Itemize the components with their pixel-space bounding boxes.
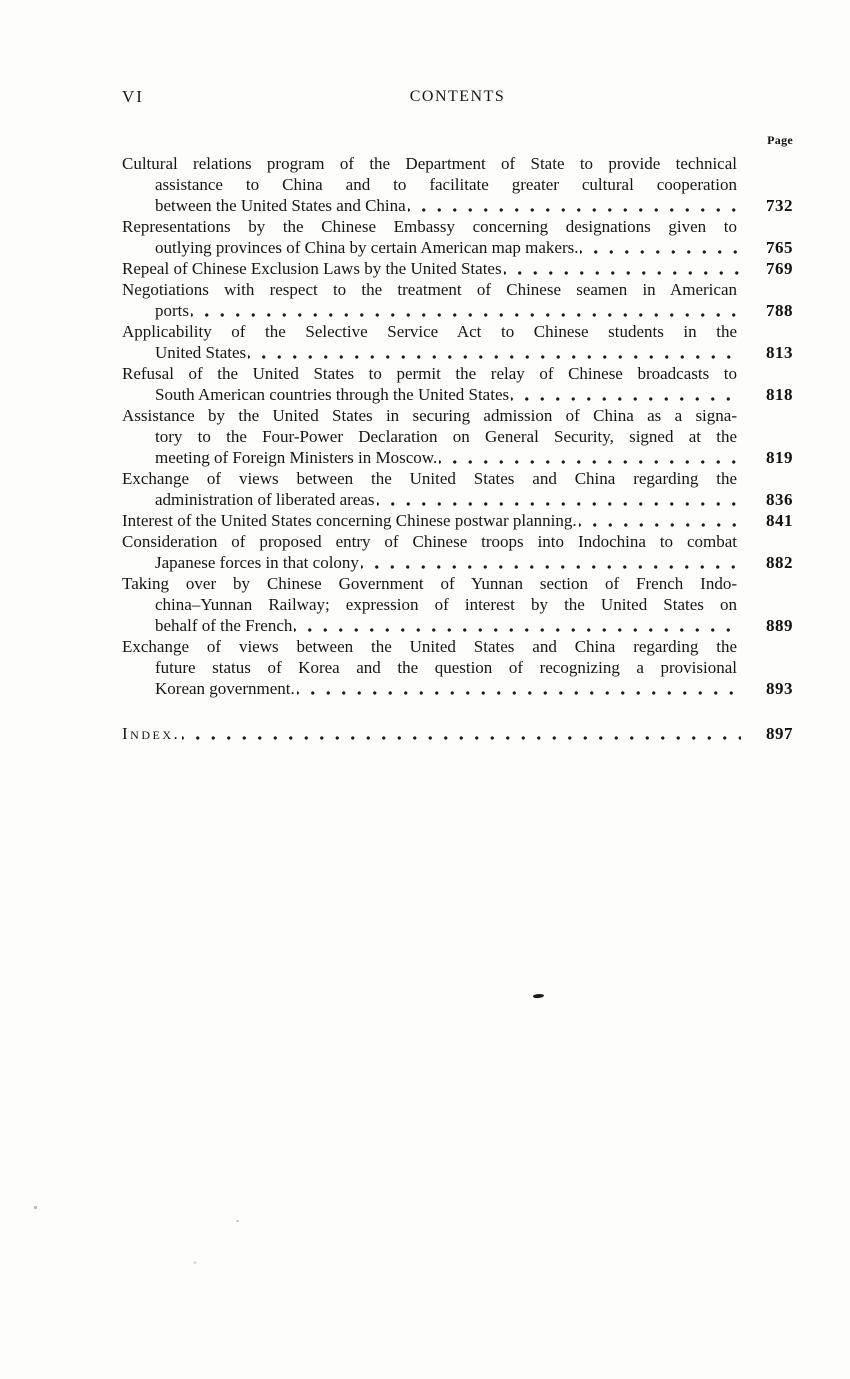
toc-entry-line: assistance to China and to facilitate greater cultural cooperation [155,175,737,194]
toc-entry-leader-line [155,615,793,636]
dot-leader [580,237,741,258]
dot-leader [579,510,741,531]
dot-leader [361,552,741,573]
dot-leader [377,489,742,510]
toc-entry-line: Negotiations with respect to the treatment of Chinese seamen in American [122,280,737,299]
toc-entry [122,321,793,363]
toc-page-number: 882 [766,553,793,572]
dot-leader [248,342,741,363]
toc-entry-line: Cultural relations program of the Department of State to provide technical [122,154,737,173]
toc-page-number: 769 [766,259,793,278]
toc-entry-leader-line [122,258,793,279]
toc-entry-line: tory to the Four-Power Declaration on General Security, signed at the [155,427,737,446]
dot-leader [182,723,741,744]
toc-page-number: 813 [766,343,793,362]
dot-leader [408,195,741,216]
toc-entry-line: Refusal of the United States to permit the relay of Chinese broadcasts to [122,364,737,383]
toc-entry-leader-line [155,384,793,405]
ink-speck [193,1261,197,1264]
text-column [122,88,793,744]
dot-leader [511,384,741,405]
toc-entry [122,363,793,405]
toc-entry-text: outlying provinces of China by certain American map makers. [155,238,579,257]
toc-entry-text: South American countries through the United States [155,385,510,404]
toc-entry-leader-line [122,510,793,531]
ink-speck [34,1206,37,1209]
ink-speck [236,1220,239,1222]
index-page-number: 897 [766,724,793,743]
ink-smudge [533,993,544,998]
toc-entry-text: Interest of the United States concerning Chinese postwar planning. [122,511,577,530]
toc-page-number: 818 [766,385,793,404]
page-folio: VI [122,87,144,106]
toc-entry-text: Korean government. [155,679,295,698]
toc-page-number: 732 [766,196,793,215]
toc-page-number: 765 [766,238,793,257]
toc-entry [122,636,793,699]
toc-entry-line: future status of Korea and the question of recognizing a provisional [155,658,737,677]
toc-page-number: 836 [766,490,793,509]
page-header [122,88,793,106]
toc-entry-line: Assistance by the United States in securing admission of China as a signa- [122,406,737,425]
toc-entry [122,279,793,321]
toc-entry-line: Applicability of the Selective Service Act to Chinese students in the [122,322,737,341]
toc-page-number: 893 [766,679,793,698]
toc-entry-line: Exchange of views between the United States and China regarding the [122,637,737,656]
dot-leader [504,258,741,279]
toc-page-number: 841 [766,511,793,530]
contents-list [122,153,793,699]
toc-entry-leader-line [155,237,793,258]
toc-entry-text: ports [155,301,189,320]
toc-entry [122,405,793,468]
toc-page-number: 819 [766,448,793,467]
toc-entry-line: Consideration of proposed entry of Chinese troops into Indochina to combat [122,532,737,551]
toc-entry-text: behalf of the French [155,616,293,635]
toc-entry-text: between the United States and China [155,196,406,215]
toc-entry-line: Representations by the Chinese Embassy concerning designations given to [122,217,737,236]
toc-entry [122,510,793,531]
toc-entry-leader-line [155,447,793,468]
toc-entry [122,531,793,573]
toc-entry-line: Taking over by Chinese Government of Yunnan section of French Indo- [122,574,737,593]
toc-entry [122,216,793,258]
index-entry [122,723,793,744]
toc-entry-text: administration of liberated areas [155,490,375,509]
toc-entry-text: Japanese forces in that colony [155,553,359,572]
toc-entry-leader-line [155,489,793,510]
toc-entry-text: Repeal of Chinese Exclusion Laws by the United States [122,259,502,278]
toc-page-number: 788 [766,301,793,320]
toc-entry-line: Exchange of views between the United States and China regarding the [122,469,737,488]
toc-entry-line: china–Yunnan Railway; expression of interest by the United States on [155,595,737,614]
toc-entry [122,258,793,279]
toc-entry-leader-line [155,678,793,699]
toc-page-number: 889 [766,616,793,635]
toc-entry-leader-line [155,552,793,573]
contents-title: CONTENTS [409,88,506,105]
dot-leader [439,447,741,468]
index-label: Index. [122,724,181,743]
toc-entry [122,468,793,510]
toc-entry-text: meeting of Foreign Ministers in Moscow. [155,448,438,467]
toc-entry-leader-line [155,300,793,321]
dot-leader [297,678,741,699]
toc-entry-leader-line [155,195,793,216]
toc-entry-leader-line [155,342,793,363]
page-column-label: Page [767,133,793,147]
toc-entry [122,153,793,216]
dot-leader [294,615,741,636]
dot-leader [191,300,741,321]
toc-entry-text: United States [155,343,247,362]
toc-entry [122,573,793,636]
